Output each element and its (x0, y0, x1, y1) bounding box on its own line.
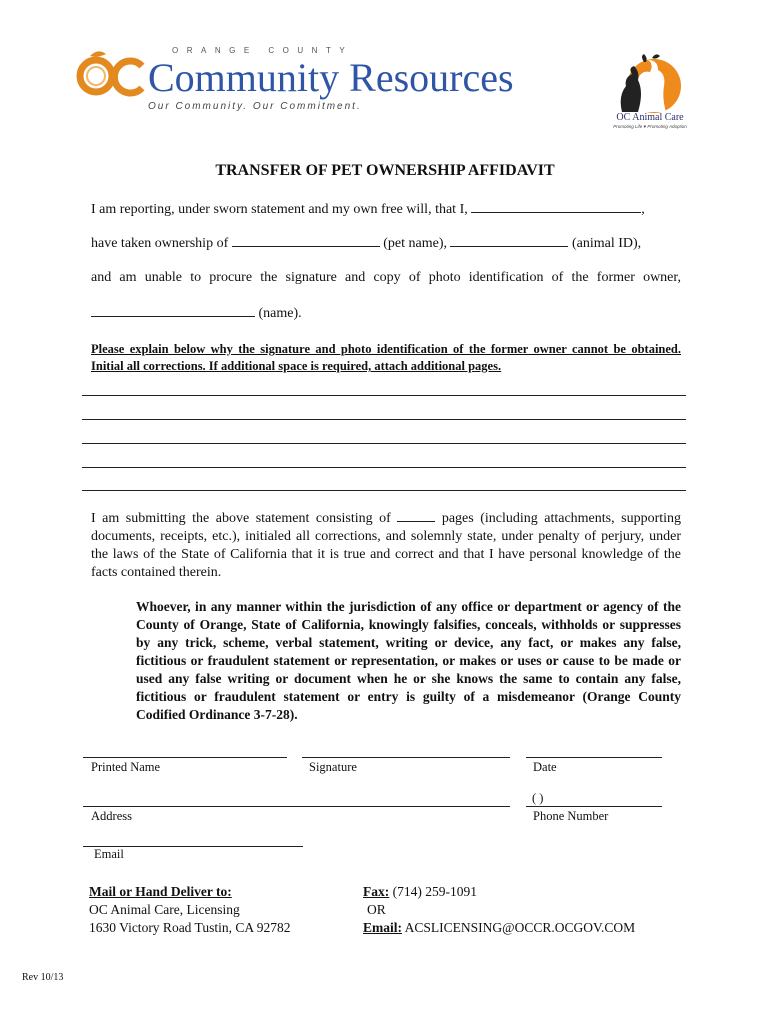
animal-care-name: OC Animal Care (616, 112, 684, 123)
reporter-name-blank[interactable] (471, 200, 641, 213)
pet-name-blank[interactable] (232, 234, 380, 247)
explanation-line-5[interactable] (82, 490, 686, 491)
line2-text-a: have taken ownership of (91, 236, 229, 251)
printed-name-line[interactable] (83, 757, 287, 758)
explanation-line-2[interactable] (82, 419, 686, 420)
mail-block (89, 883, 290, 937)
affidavit-line-3: and am unable to procure the signature and copy of photo identification of the former owner, (91, 270, 681, 285)
address-label: Address (91, 809, 132, 823)
revision-label: Rev 10/13 (22, 972, 64, 983)
mail-line-2: 1630 Victory Road Tustin, CA 92782 (89, 920, 291, 935)
statement-text-a: I am submitting the above statement consisting of (91, 511, 391, 526)
mail-line-1: OC Animal Care, Licensing (89, 902, 240, 917)
explanation-line-4[interactable] (82, 467, 686, 468)
or-text: OR (367, 902, 386, 917)
date-line[interactable] (526, 757, 662, 758)
date-label: Date (533, 760, 557, 774)
explanation-instructions: Please explain below why the signature and photo identification of the former owner cannot be obtained. Initial all corrections. If additional space is required, attach additional pages. (91, 342, 681, 373)
mail-heading: Mail or Hand Deliver to: (89, 884, 232, 899)
page-count-blank[interactable] (397, 509, 435, 522)
printed-name-label: Printed Name (91, 760, 161, 774)
animal-id-blank[interactable] (450, 234, 568, 247)
fax-value: (714) 259-1091 (392, 884, 477, 899)
affidavit-line-1 (91, 200, 645, 219)
line1-comma: , (641, 202, 645, 217)
perjury-warning: Whoever, in any manner within the jurisdiction of any office or department or agency of the County of Orange, State of California, knowingly falsifies, conceals, withholds or suppresses by any trick, scheme, verbal statement, writing or device, any fact, or makes any false, fictitious or fraudulent statement or representation, or makes or uses or cause to be made or used any false writing or document when he or she knows the same to contain any false, fictitious or fraudulent statement or entry is guilty of a misdemeanor (Orange County Codified Ordinance 3-7-28). (136, 599, 681, 722)
line4-text: (name). (258, 306, 302, 321)
statement-text-b: pages (including attachments, supporting documents, receipts, etc.), initialed all corrections, and solemnly state, under penalty of perjury, under the laws of the State of California that it is true and correct and that I have personal knowledge of the facts contained therein. (91, 511, 682, 580)
explanation-line-1[interactable] (82, 395, 686, 396)
signature-line[interactable] (302, 757, 510, 758)
phone-line[interactable] (526, 806, 662, 807)
line1-text: I am reporting, under sworn statement and my own free will, that I, (91, 202, 468, 217)
logo-tagline: Our Community. Our Commitment. (148, 101, 362, 112)
oc-community-resources-logo (76, 46, 566, 112)
fax-email-block (363, 883, 635, 937)
address-line[interactable] (83, 806, 510, 807)
logo-org-name: Community Resources (148, 55, 514, 100)
affidavit-line-2 (91, 234, 641, 253)
line2-text-b: (pet name), (383, 236, 447, 251)
animal-care-subtitle: Promoting Life ♥ Promoting Adoption (613, 124, 687, 129)
former-owner-name-blank[interactable] (91, 304, 255, 317)
phone-label: Phone Number (533, 809, 609, 823)
logo-county-text: ORANGE COUNTY (172, 46, 354, 55)
affidavit-line-4 (91, 304, 302, 323)
statement-paragraph (91, 509, 681, 582)
signature-label: Signature (309, 760, 357, 774)
oc-logo-icon (76, 50, 150, 98)
email-contact-value[interactable]: ACSLICENSING@OCCR.OCGOV.COM (404, 920, 636, 935)
animal-care-icon (604, 52, 696, 114)
fax-label: Fax: (363, 884, 390, 899)
phone-area-code: ( ) (532, 791, 544, 805)
document-title: TRANSFER OF PET OWNERSHIP AFFIDAVIT (215, 162, 555, 179)
line2-text-c: (animal ID), (571, 236, 642, 251)
email-contact-label: Email: (363, 920, 402, 935)
oc-animal-care-logo (604, 52, 696, 134)
email-label: Email (94, 847, 124, 861)
explanation-line-3[interactable] (82, 443, 686, 444)
